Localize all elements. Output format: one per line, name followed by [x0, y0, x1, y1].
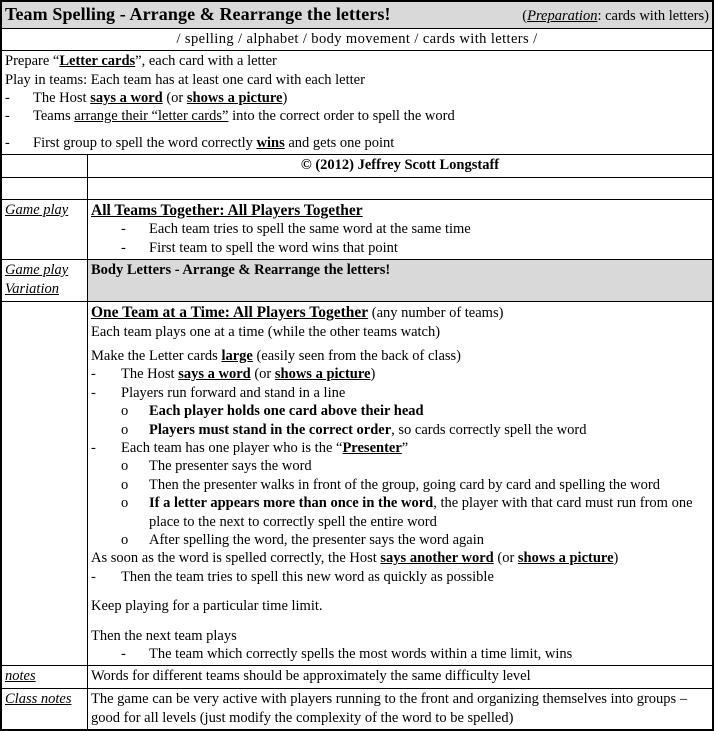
- bullet-dash-icon: -: [121, 221, 126, 238]
- intro-arrange-c: into the correct order to spell the word: [228, 108, 455, 125]
- bullet-dash-icon: -: [91, 366, 96, 383]
- bullet-circle-icon: o: [121, 403, 129, 420]
- intro-bullet-wins: [5, 134, 709, 152]
- variation-bullet-new-word: [91, 568, 709, 586]
- preparation-open-paren: (: [522, 8, 528, 24]
- bullet-circle-icon: o: [121, 421, 129, 438]
- make-cards-a: Make the Letter cards: [91, 347, 222, 364]
- gameplay-row: [2, 199, 713, 259]
- assoon-shows-a-picture: shows a picture: [517, 550, 614, 567]
- notes-content-cell: Words for different teams should be approximately the same difficulty level: [88, 666, 713, 689]
- bullet-dash-icon: -: [91, 568, 96, 585]
- variation-sub-repeat-letter-text: [149, 494, 709, 531]
- preparation-label: Preparation: [527, 8, 598, 24]
- assoon-c: (or: [493, 550, 518, 567]
- tags-cell: / spelling / alphabet / body movement / cards with letters /: [2, 28, 713, 50]
- variation-sub-repeat-letter: [91, 494, 709, 531]
- preparation-note: [512, 7, 709, 25]
- bullet-dash-icon: -: [91, 384, 96, 401]
- class-notes-label-cell: [2, 689, 88, 730]
- var-host-a: The Host: [121, 366, 179, 383]
- variation-body-label-cell: [2, 301, 88, 666]
- bullet-dash-icon: -: [5, 90, 10, 107]
- variation-body-cell: [88, 301, 713, 666]
- title-row: [2, 2, 713, 29]
- gameplay-label: Game play: [5, 201, 69, 218]
- intro-bullet-wins-text: [33, 134, 709, 152]
- intro-wins-c: and gets one point: [284, 134, 395, 151]
- variation-bullet-host-text: [121, 365, 709, 383]
- variation-banner-sep: -: [171, 262, 183, 279]
- preparation-value: : cards with letters): [597, 8, 709, 24]
- bullet-dash-icon: -: [121, 239, 126, 256]
- variation-gap-3: [91, 616, 709, 627]
- variation-sub-presenter-says: [91, 457, 709, 475]
- lesson-plan-table: [1, 1, 713, 730]
- variation-sub-holds-card: [91, 402, 709, 420]
- title-rest-text: Arrange & Rearrange the letters!: [129, 4, 391, 24]
- variation-body-row: [2, 301, 713, 666]
- intro-line-prepare: [5, 52, 709, 70]
- intro-host-e: ): [282, 90, 288, 107]
- spacer-row: [2, 177, 713, 199]
- notes-label: notes: [5, 668, 36, 685]
- intro-bullet-arrange-text: [33, 107, 709, 125]
- variation-sub-presenter-walks: [91, 476, 709, 494]
- variation-label-line1: Game play: [5, 262, 69, 279]
- intro-letter-cards: Letter cards: [59, 53, 136, 70]
- variation-heading-text: One Team at a Time: All Players Together: [91, 303, 369, 321]
- intro-host-c: (or: [162, 90, 187, 107]
- copyright-icon: ©: [300, 157, 312, 174]
- variation-bullet-new-word-text: Then the team tries to spell this new word as quickly as possible: [121, 568, 494, 585]
- assoon-e: ): [613, 550, 619, 567]
- variation-banner-cell: [88, 260, 713, 302]
- title-separator: -: [115, 4, 130, 24]
- make-cards-large: large: [221, 347, 253, 364]
- copyright-label-cell: [2, 155, 88, 177]
- variation-sub-correct-order: [91, 421, 709, 439]
- spacer-label-cell: [2, 177, 88, 199]
- bullet-circle-icon: o: [121, 476, 129, 493]
- copyright-cell: [88, 155, 713, 177]
- variation-heading-note: (any number of teams): [368, 304, 504, 321]
- variation-bullet-host: [91, 365, 709, 383]
- intro-row: [2, 51, 713, 155]
- copyright-row: [2, 155, 713, 177]
- intro-prepare-a: Prepare “: [5, 53, 60, 70]
- intro-says-a-word: says a word: [90, 90, 163, 107]
- variation-label-line2: Variation: [5, 281, 59, 298]
- var-presenter-word: Presenter: [342, 439, 402, 456]
- page-title: [5, 3, 391, 26]
- variation-bullet-presenter-text: [121, 439, 709, 457]
- var-repeat-letter-rest: , the player with that card must run from one place to the next to correctly spell the entire word: [149, 495, 693, 530]
- assoon-a: As soon as the word is spelled correctly, the Host: [91, 550, 381, 567]
- intro-bullet-host: [5, 89, 709, 107]
- variation-bullet-run-forward: [91, 384, 709, 402]
- var-host-c: (or: [250, 366, 275, 383]
- intro-arrange-cards: arrange their “letter cards”: [74, 108, 229, 125]
- variation-banner-main: Body Letters: [91, 262, 172, 279]
- gameplay-bullet-2-text: First team to spell the word wins that point: [149, 239, 398, 256]
- variation-heading: [91, 303, 709, 323]
- intro-wins-a: First group to spell the word correctly: [33, 134, 257, 151]
- gameplay-bullet-1-text: Each team tries to spell the same word at the same time: [149, 221, 471, 238]
- notes-label-cell: [2, 666, 88, 689]
- var-repeat-letter-bold: If a letter appears more than once in the word: [149, 495, 434, 512]
- variation-sub-correct-order-text: [149, 421, 709, 439]
- make-cards-c: (easily seen from the back of class): [252, 347, 461, 364]
- intro-shows-a-picture: shows a picture: [186, 90, 283, 107]
- variation-bullet-run-forward-text: Players run forward and stand in a line: [121, 384, 346, 401]
- intro-bullet-host-text: [33, 89, 709, 107]
- variation-next-team-line: Then the next team plays: [91, 627, 237, 644]
- var-correct-order-rest: , so cards correctly spell the word: [391, 421, 587, 438]
- intro-spacer: [5, 126, 709, 134]
- gameplay-label-cell: [2, 199, 88, 259]
- variation-banner-row: [2, 260, 713, 302]
- intro-wins-word: wins: [256, 134, 285, 151]
- variation-make-cards-line: [91, 347, 709, 365]
- gameplay-heading: [91, 201, 709, 221]
- var-presenter-c: ”: [401, 439, 409, 456]
- spacer-content-cell: [88, 177, 713, 199]
- class-notes-row: [2, 689, 713, 730]
- intro-prepare-c: ”, each card with a letter: [135, 53, 277, 70]
- title-main-text: Team Spelling: [5, 4, 116, 24]
- intro-host-a: The Host: [33, 90, 91, 107]
- gameplay-heading-text: All Teams Together: All Players Together: [91, 201, 363, 219]
- variation-sub-presenter-says-text: The presenter says the word: [149, 458, 312, 475]
- variation-bullet-most-words: [91, 645, 709, 663]
- bullet-dash-icon: -: [5, 134, 10, 151]
- bullet-circle-icon: o: [121, 532, 129, 549]
- bullet-dash-icon: -: [91, 439, 96, 456]
- intro-bullet-arrange: [5, 107, 709, 125]
- gameplay-bullet-1: [91, 220, 709, 238]
- class-notes-content-cell: The game can be very active with players running to the front and organizing themselves into groups – good for all levels (just modify the complexity of the word to be spelled): [88, 689, 713, 730]
- assoon-says-another-word: says another word: [380, 550, 494, 567]
- variation-each-team-line: Each team plays one at a time (while the other teams watch): [91, 323, 441, 340]
- bullet-circle-icon: o: [121, 458, 129, 475]
- variation-label-cell: [2, 260, 88, 302]
- class-notes-label: Class notes: [5, 691, 72, 708]
- intro-arrange-a: Teams: [33, 108, 75, 125]
- var-shows-a-picture: shows a picture: [274, 366, 371, 383]
- bullet-dash-icon: -: [121, 646, 126, 663]
- variation-sub-holds-card-text: Each player holds one card above their head: [149, 403, 424, 420]
- gameplay-bullet-2: [91, 239, 709, 257]
- var-says-a-word: says a word: [178, 366, 251, 383]
- variation-banner-rest: Arrange & Rearrange the letters!: [182, 262, 391, 279]
- variation-keep-playing-line: Keep playing for a particular time limit.: [91, 598, 323, 615]
- variation-sub-says-again: [91, 531, 709, 549]
- notes-row: [2, 666, 713, 689]
- bullet-circle-icon: o: [121, 495, 129, 512]
- var-presenter-a: Each team has one player who is the “: [121, 439, 343, 456]
- var-host-e: ): [370, 366, 376, 383]
- variation-gap-2: [91, 586, 709, 597]
- copyright-text: (2012) Jeffrey Scott Longstaff: [311, 157, 500, 174]
- tags-row: [2, 28, 713, 50]
- intro-cell: [2, 51, 713, 155]
- intro-line-teams: Play in teams: Each team has at least one card with each letter: [5, 71, 365, 88]
- title-cell: [2, 2, 713, 29]
- variation-bullet-most-words-text: The team which correctly spells the most words within a time limit, wins: [149, 646, 573, 663]
- var-correct-order-bold: Players must stand in the correct order: [149, 421, 392, 438]
- gameplay-content-cell: [88, 199, 713, 259]
- variation-as-soon-line: [91, 549, 709, 567]
- variation-sub-says-again-text: After spelling the word, the presenter says the word again: [149, 532, 485, 549]
- variation-bullet-presenter: [91, 439, 709, 457]
- bullet-dash-icon: -: [5, 108, 10, 125]
- variation-sub-presenter-walks-text: Then the presenter walks in front of the group, going card by card and spelling the word: [149, 476, 660, 493]
